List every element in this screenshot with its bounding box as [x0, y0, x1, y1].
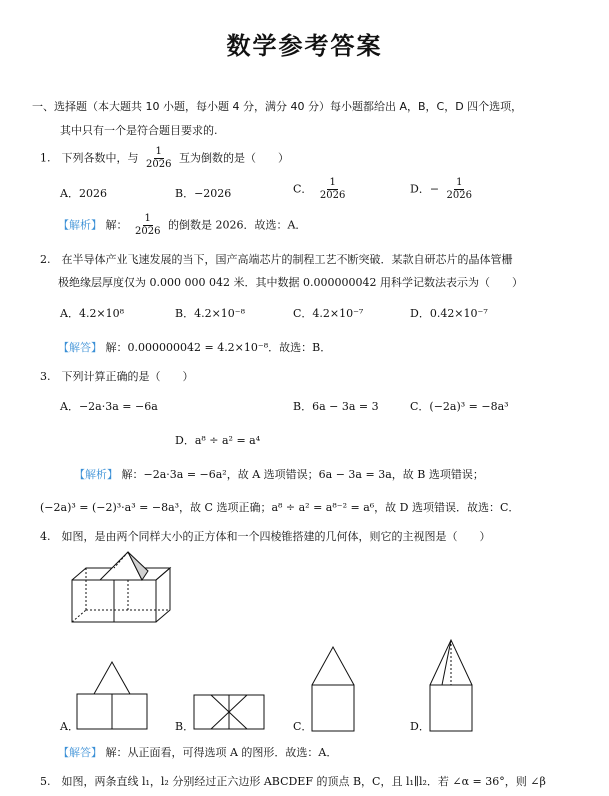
q1-option-c-frac [318, 177, 347, 202]
q1-stem-post: 互为倒数的是（ ） [178, 151, 289, 165]
q4-answer [58, 744, 337, 760]
answer-tag: 【解析】 [58, 218, 102, 232]
answer-tag: 【解析】 [74, 468, 118, 481]
q1-option-d-label: D．− [410, 182, 440, 196]
q2-option-c: C．4.2×10⁻⁷ [293, 307, 364, 320]
q1-answer-pre: 解： [105, 218, 128, 232]
q4-stem: 4. 如图，是由两个同样大小的正方体和一个四棱锥搭建的几何体，则它的主视图是（ ） [40, 530, 491, 543]
q4-option-a-figure [76, 660, 148, 732]
q3-answer-text1: 解：−2a·3a = −6a²，故 A 选项错误；6a − 3a = 3a，故 B 选项错误； [121, 468, 484, 481]
right-face [156, 568, 170, 622]
q1-stem [40, 146, 289, 171]
q1-fraction [144, 146, 173, 171]
q4-option-c: C． [293, 720, 313, 733]
q1-answer-num: 1 [144, 213, 151, 224]
q1-answer-den: 2026 [135, 226, 161, 237]
q3-option-d: D．a⁸ ÷ a² = a⁴ [175, 434, 261, 447]
q1-option-d [410, 177, 476, 202]
section-heading-cont: 其中只有一个是符合题目要求的. [60, 124, 218, 137]
q1-option-c-num: 1 [329, 177, 336, 188]
page-title: 数学参考答案 [226, 32, 383, 60]
q3-answer-line1 [74, 466, 484, 482]
q3-answer-line2: (−2a)³ = (−2)³·a³ = −8a³，故 C 选项正确；a⁸ ÷ a² = a⁸⁻² = a⁶，故 D 选项错误．故选：C． [40, 501, 520, 514]
q4-solid-figure [70, 552, 170, 627]
q3-option-a: A．−2a·3a = −6a [60, 400, 158, 413]
q4-option-b: B． [175, 720, 195, 733]
q1-frac-den: 2026 [146, 159, 172, 170]
q4-answer-text: 解：从正面看，可得选项 A 的图形．故选：A． [105, 746, 338, 759]
q4-option-a: A． [60, 720, 79, 733]
q3-stem: 3. 下列计算正确的是（ ） [40, 370, 194, 383]
q2-stem-line1: 2. 在半导体产业飞速发展的当下，国产高端芯片的制程工艺不断突破．某款自研芯片的晶体管栅 [40, 253, 513, 266]
q3-option-c: C．(−2a)³ = −8a³ [410, 400, 509, 413]
q4-option-d-figure [428, 638, 476, 733]
q2-answer [58, 339, 331, 355]
q2-option-d: D．0.42×10⁻⁷ [410, 307, 488, 320]
q4-option-b-figure [193, 693, 265, 733]
q4-option-c-figure [310, 645, 358, 733]
q1-option-b: B．−2026 [175, 187, 232, 200]
q1-option-d-den: 2026 [446, 190, 472, 201]
q1-option-c [293, 177, 349, 202]
answer-tag: 【解答】 [58, 746, 102, 759]
q1-answer [58, 213, 306, 238]
q1-option-d-num: 1 [456, 177, 463, 188]
q1-answer-frac [133, 213, 162, 238]
q3-option-b: B．6a − 3a = 3 [293, 400, 379, 413]
q2-answer-text: 解：0.000000042 = 4.2×10⁻⁸．故选：B． [105, 341, 332, 354]
q1-option-c-den: 2026 [319, 190, 346, 201]
front-cube-right [114, 580, 156, 622]
answer-tag: 【解答】 [58, 341, 102, 354]
q5-stem-line1: 5. 如图，两条直线 l₁，l₂ 分别经过正六边形 ABCDEF 的顶点 B，C，且 l₁∥l₂．若 ∠α = 36°，则 ∠β [40, 775, 546, 788]
q2-stem-line2: 极绝缘层厚度仅为 0.000 000 042 米．其中数据 0.000000042 用科学记数法表示为（ ） [58, 276, 523, 289]
q1-option-d-frac [445, 177, 474, 202]
q2-option-a: A．4.2×10⁸ [60, 307, 125, 320]
section-heading: 一、选择题（本大题共 10 小题，每小题 4 分，满分 40 分）每小题都给出 A，B，C，D 四个选项， [32, 100, 523, 113]
q1-answer-post: 的倒数是 2026．故选：A． [167, 218, 307, 232]
q1-stem-pre: 1. 下列各数中，与 [40, 151, 139, 165]
front-cube-left [72, 580, 114, 622]
q2-option-b: B．4.2×10⁻⁸ [175, 307, 246, 320]
q1-option-c-label: C． [293, 182, 313, 196]
q1-frac-num: 1 [155, 146, 162, 157]
q4-option-d: D． [410, 720, 430, 733]
q1-option-a: A．2026 [60, 187, 107, 200]
